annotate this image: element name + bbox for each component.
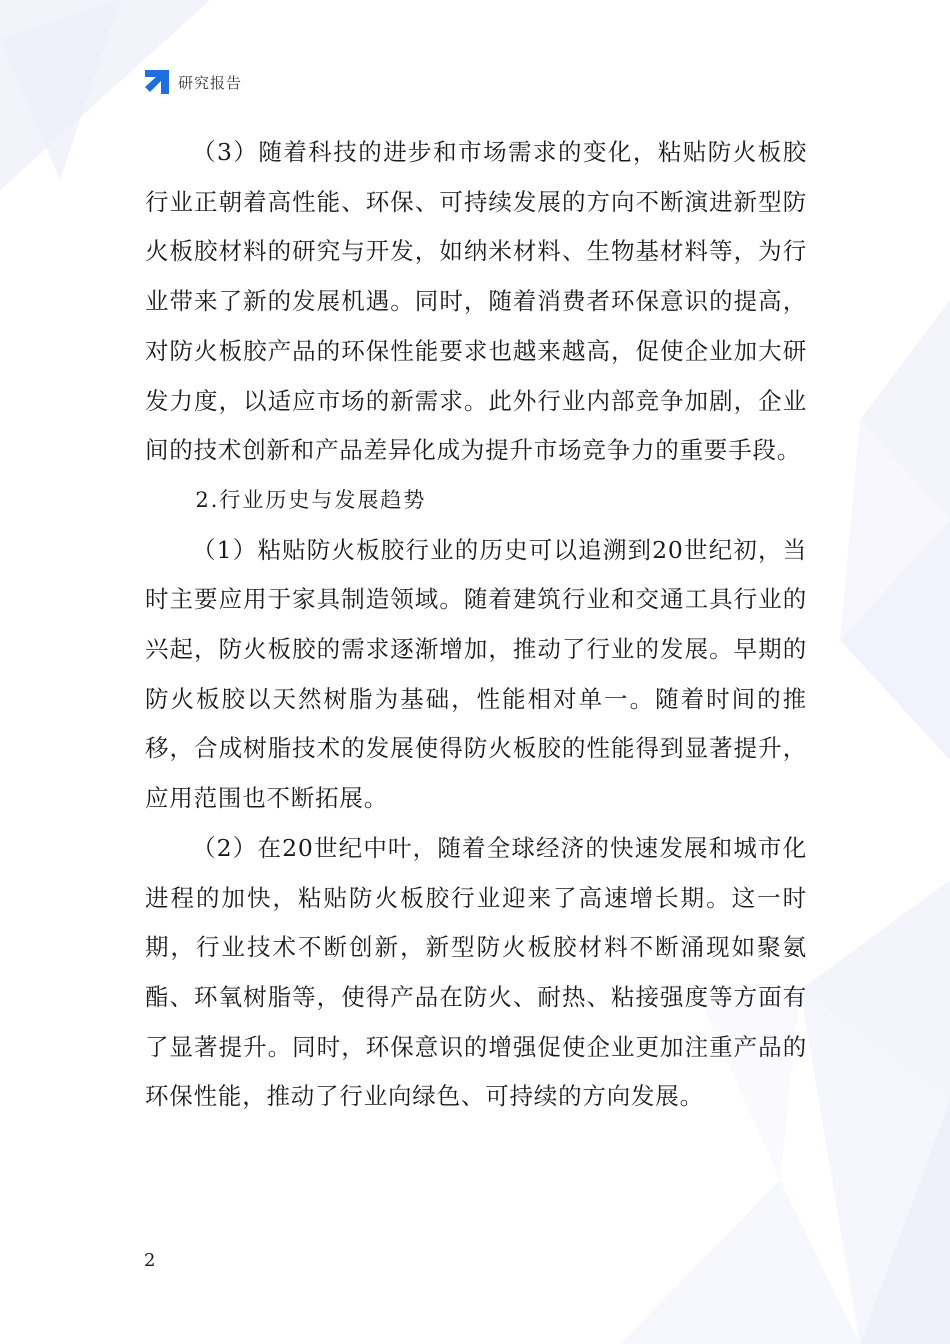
paragraph: （1）粘贴防火板胶行业的历史可以追溯到20世纪初，当时主要应用于家具制造领域。随着建筑行业和交通工具行业的兴起，防火板胶的需求逐渐增加，推动了行业的发展。早期的防火板胶以天然树脂为基础，性能相对单一。随着时间的推移，合成树脂技术的发展使得防火板胶的性能得到显著提升，应用范围也不断拓展。	[145, 535, 807, 813]
paragraph: （2）在20世纪中叶，随着全球经济的快速发展和城市化进程的加快，粘贴防火板胶行业迎来了高速增长期。这一时期，行业技术不断创新，新型防火板胶材料不断涌现如聚氨酯、环氧树脂等，使得产品在防火、耐热、粘接强度等方面有了显著提升。同时，环保意识的增强促使企业更加注重产品的环保性能，推动了行业向绿色、可持续的方向发展。	[145, 833, 807, 1111]
paragraph: （3）随着科技的进步和市场需求的变化，粘贴防火板胶行业正朝着高性能、环保、可持续发展的方向不断演进新型防火板胶材料的研究与开发，如纳米材料、生物基材料等，为行业带来了新的发展机遇。同时，随着消费者环保意识的提高，对防火板胶产品的环保性能要求也越来越高，促使企业加大研发力度，以适应市场的新需求。此外行业内部竞争加剧，企业间的技术创新和产品差异化成为提升市场竞争力的重要手段。	[145, 138, 807, 465]
document-body	[145, 128, 807, 1122]
section-heading: 2.行业历史与发展趋势	[195, 487, 427, 512]
page-number: 2	[144, 1250, 156, 1271]
header-title: 研究报告	[178, 73, 243, 92]
report-header	[144, 68, 242, 96]
arrow-up-right-icon	[144, 69, 170, 95]
